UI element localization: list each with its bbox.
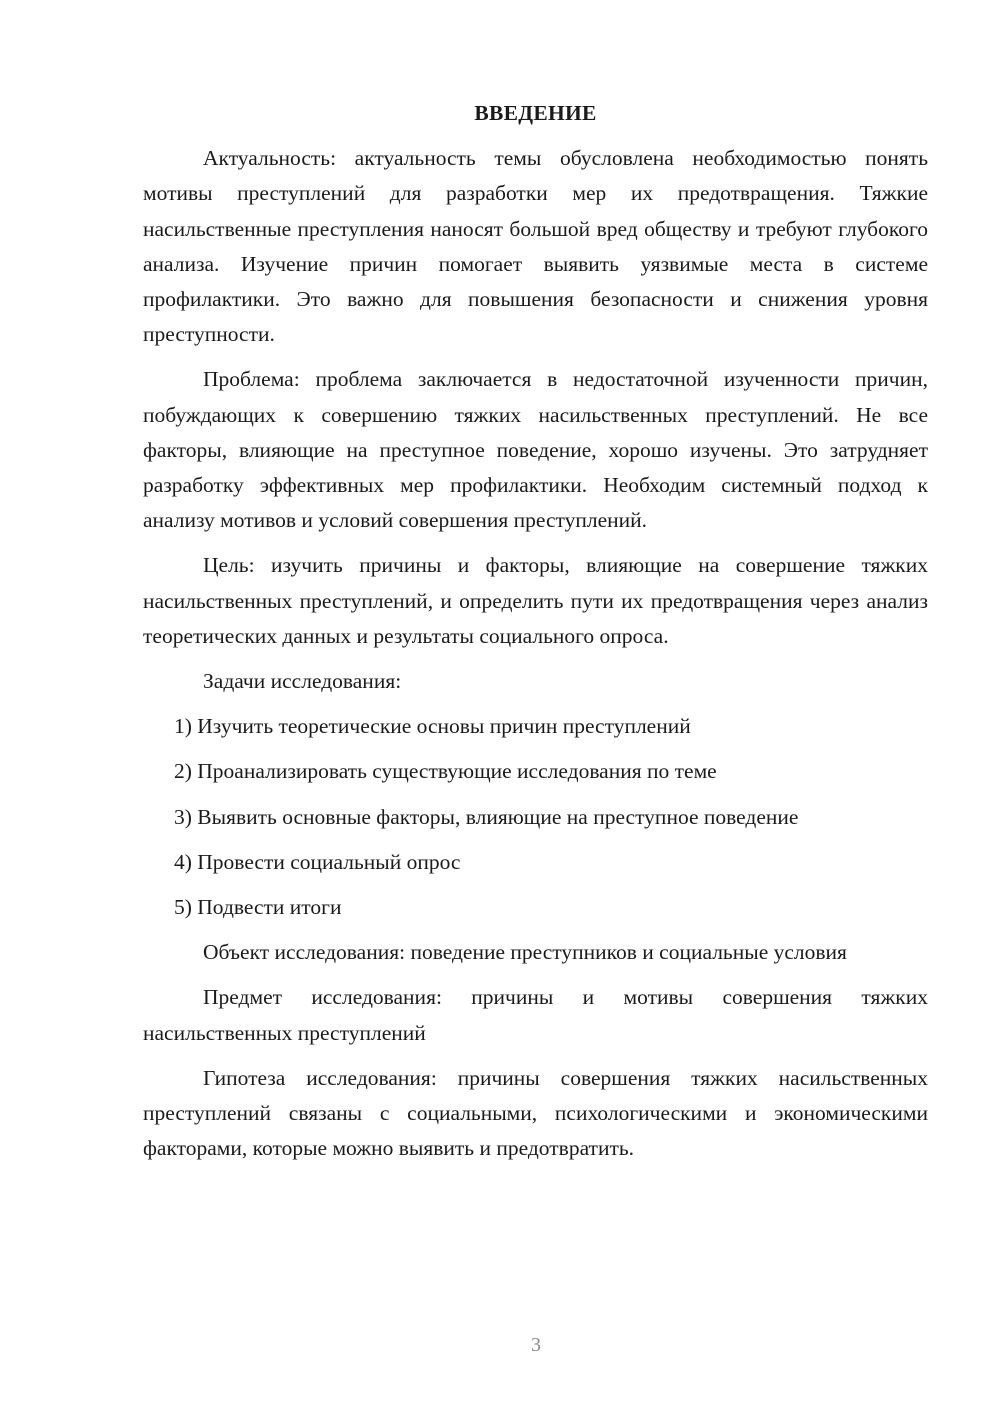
list-item: 4) Провести социальный опрос [174,849,461,874]
tasks-heading: Задачи исследования: [203,669,402,694]
list-item: 3) Выявить основные факторы, влияющие на преступное поведение [174,804,799,829]
list-item: 5) Подвести итоги [174,895,342,920]
page-content [143,96,928,1176]
section-heading: ВВЕДЕНИЕ [474,101,597,125]
hypothesis-paragraph: Гипотеза исследования: причины совершения тяжких насильственных преступлений связаны с социальными, психологическими и экономическими факторами, которые можно выявить и предотвратить. [143,1065,928,1161]
problem-paragraph: Проблема: проблема заключается в недостаточной изученности причин, побуждающих к совершению тяжких насильственных преступлений. Не все факторы, влияющие на преступное поведение, хорошо изучены. Это затрудняет разработку эффективных мер профилактики. Необходим системный подход к анализу мотивов и условий совершения преступлений. [143,367,928,533]
page-number: 3 [531,1334,541,1356]
subject-paragraph: Предмет исследования: причины и мотивы совершения тяжких насильственных преступлений [143,985,928,1045]
goal-paragraph: Цель: изучить причины и факторы, влияющие на совершение тяжких насильственных преступлений, и определить пути их предотвращения через анализ теоретических данных и результаты социального опроса. [143,553,928,648]
tasks-list [143,709,928,925]
list-item: 2) Проанализировать существующие исследования по теме [174,759,717,784]
object-paragraph: Объект исследования: поведение преступников и социальные условия [203,940,847,965]
list-item: 1) Изучить теоретические основы причин преступлений [174,714,691,739]
relevance-paragraph: Актуальность: актуальность темы обусловлена необходимостью понять мотивы преступлений для разработки мер их предотвращения. Тяжкие насильственные преступления наносят большой вред обществу и требуют глубокого анализа. Изучение причин помогает выявить уязвимые места в системе профилактики. Это важно для повышения безопасности и снижения уровня преступности. [143,146,928,347]
